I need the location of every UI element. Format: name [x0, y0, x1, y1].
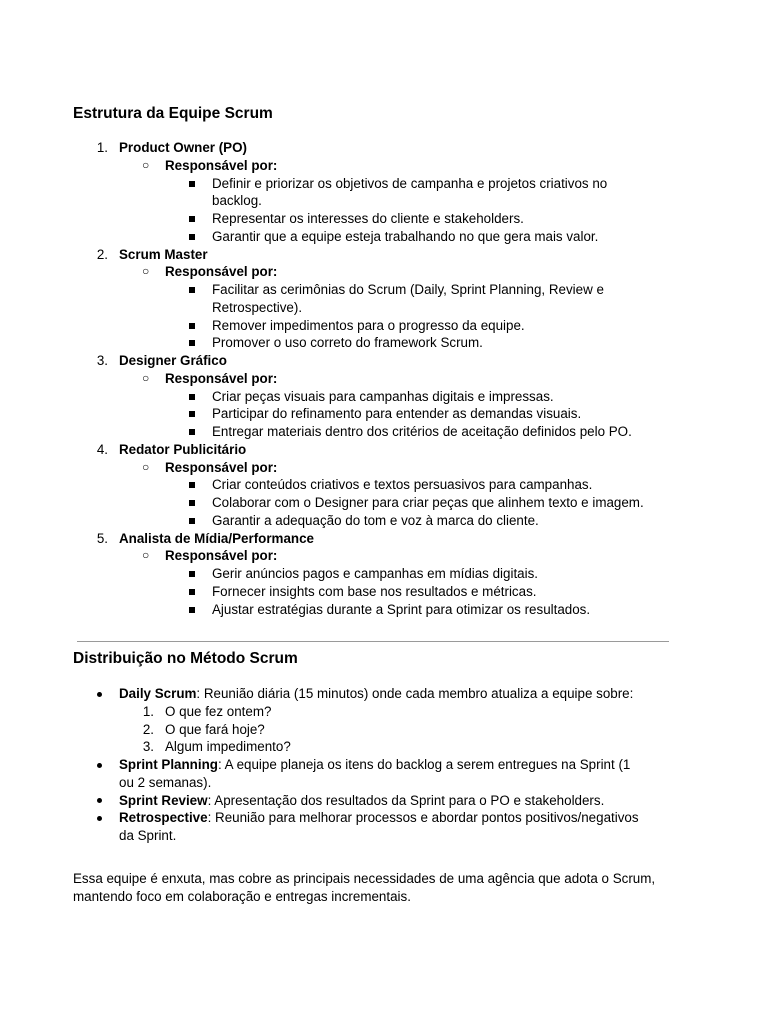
hollow-bullet-icon: ○ [142, 548, 150, 563]
responsibility-item: Garantir a adequação do tom e voz à marca do cliente. [212, 512, 539, 528]
responsibility-item: Colaborar com o Designer para criar peças que alinhem texto e imagem. [212, 495, 644, 510]
hollow-bullet-icon: ○ [142, 459, 150, 474]
role-name: Scrum Master [119, 246, 208, 262]
responsibility-item: Criar peças visuais para campanhas digitais e impressas. [212, 388, 554, 404]
responsibility-item: Gerir anúncios pagos e campanhas em mídias digitais. [212, 566, 539, 581]
closing-paragraph: Essa equipe é enxuta, mas cobre as principais necessidades de uma agência que adota o Scrum, mantendo foco em colaboração e entregas incrementais. [73, 871, 656, 905]
list-number: 1. [96, 140, 108, 155]
responsibility-item: Retrospective). [212, 299, 303, 315]
role-name: Analista de Mídia/Performance [119, 530, 314, 546]
scrum-event-line [119, 756, 630, 774]
square-bullet-icon [189, 589, 195, 595]
daily-question: Algum impedimento? [165, 739, 291, 755]
sub-list-number: 3. [142, 739, 154, 755]
responsibility-label: Responsável por: [165, 459, 278, 475]
list-number: 5. [96, 530, 108, 546]
square-bullet-icon [189, 216, 195, 222]
scrum-event-name: Sprint Review [119, 792, 208, 808]
scrum-event-line [119, 827, 176, 845]
square-bullet-icon [189, 323, 195, 329]
section-title-scrum-distribution: Distribuição no Método Scrum [73, 650, 298, 667]
responsibility-item: Facilitar as cerimônias do Scrum (Daily, Sprint Planning, Review e [212, 282, 604, 297]
responsibility-item: Remover impedimentos para o progresso da equipe. [212, 317, 525, 333]
square-bullet-icon [189, 181, 195, 187]
hollow-bullet-icon: ○ [142, 264, 150, 279]
responsibility-label: Responsável por: [165, 157, 278, 173]
daily-question: O que fez ontem? [165, 703, 272, 719]
responsibility-item: Entregar materiais dentro dos critérios de aceitação definidos pelo PO. [212, 424, 632, 439]
square-bullet-icon [189, 287, 195, 293]
daily-question: O que fará hoje? [165, 721, 265, 737]
square-bullet-icon [189, 518, 195, 524]
responsibility-label: Responsável por: [165, 370, 278, 386]
scrum-event-name: Retrospective [119, 810, 208, 826]
square-bullet-icon [189, 429, 195, 435]
square-bullet-icon [189, 340, 195, 346]
scrum-event-name: Daily Scrum [119, 686, 197, 701]
scrum-event-name: Sprint Planning [119, 757, 218, 772]
square-bullet-icon [189, 571, 195, 577]
list-number: 4. [96, 441, 108, 457]
responsibility-label: Responsável por: [165, 264, 278, 280]
sub-list-number: 2. [142, 721, 154, 737]
bullet-dot-icon [97, 816, 102, 821]
hollow-bullet-icon: ○ [142, 157, 150, 172]
responsibility-item: Promover o uso correto do framework Scrum. [212, 335, 483, 351]
square-bullet-icon [189, 500, 195, 506]
responsibility-item: backlog. [212, 193, 262, 209]
responsibility-item: Criar conteúdos criativos e textos persuasivos para campanhas. [212, 477, 593, 493]
horizontal-divider [77, 641, 669, 642]
scrum-event-line [119, 774, 211, 792]
scrum-event-line [119, 809, 639, 827]
square-bullet-icon [189, 607, 195, 613]
scrum-event-description: ou 2 semanas). [119, 774, 212, 790]
responsibility-item: Definir e priorizar os objetivos de campanha e projetos criativos no [212, 175, 608, 191]
scrum-event-description: : Reunião diária (15 minutos) onde cada membro atualiza a equipe sobre: [196, 686, 634, 701]
bullet-dot-icon [97, 763, 102, 768]
bullet-dot-icon [97, 798, 102, 803]
bullet-dot-icon [97, 692, 102, 697]
responsibility-label: Responsável por: [165, 548, 278, 564]
role-name: Product Owner (PO) [119, 140, 247, 155]
responsibility-item: Ajustar estratégias durante a Sprint para otimizar os resultados. [212, 601, 591, 617]
list-number: 2. [96, 246, 108, 262]
scrum-event-description: : A equipe planeja os itens do backlog a serem entregues na Sprint (1 [217, 757, 631, 772]
scrum-event-description: : Reunião para melhorar processos e abordar pontos positivos/negativos [207, 810, 639, 826]
square-bullet-icon [189, 234, 195, 240]
responsibility-item: Garantir que a equipe esteja trabalhando no que gera mais valor. [212, 228, 599, 244]
scrum-event-description: da Sprint. [119, 828, 177, 843]
square-bullet-icon [189, 482, 195, 488]
section-title-team-structure: Estrutura da Equipe Scrum [73, 105, 273, 122]
role-name: Redator Publicitário [119, 441, 247, 457]
role-name: Designer Gráfico [119, 353, 227, 368]
hollow-bullet-icon: ○ [142, 370, 150, 385]
square-bullet-icon [189, 411, 195, 417]
square-bullet-icon [189, 394, 195, 400]
responsibility-item: Representar os interesses do cliente e stakeholders. [212, 211, 524, 226]
responsibility-item: Participar do refinamento para entender as demandas visuais. [212, 406, 582, 422]
scrum-event-description: : Apresentação dos resultados da Sprint para o PO e stakeholders. [207, 792, 605, 808]
list-number: 3. [96, 353, 108, 368]
scrum-event-line [119, 685, 633, 703]
scrum-event-line [119, 792, 604, 810]
responsibility-item: Fornecer insights com base nos resultados e métricas. [212, 583, 537, 599]
sub-list-number: 1. [142, 703, 154, 719]
